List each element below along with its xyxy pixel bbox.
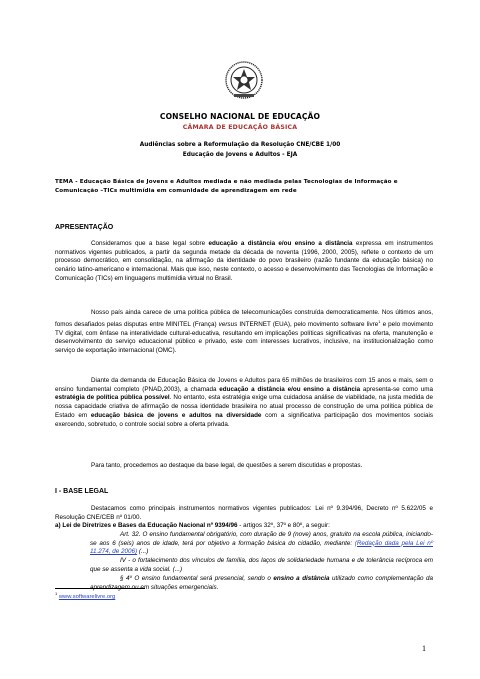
footnote: $^1$ www.softwarelivre.org bbox=[55, 591, 116, 600]
quote-paragraph-4: § 4º O ensino fundamental será presencial, sendo o ensino a distância utilizado como complementação da aprendizagem ou em situações emergenciais. bbox=[90, 575, 433, 591]
paragraph-1: Consideramos que a base legal sobre educação a distância e/ou ensino a distância expressa em instrumentos normativos vigentes publicados, a partir da segunda metade da década de noventa (1996, 2000, 2005), reflete o contexto de um processo democrático, em consolidação, na afirmação da identidade do povo brasileiro (razão fundante da educação básica) no cenário latino-americano e internacional. Mais que isso, neste contexto, o acesso e desenvolvimento das Tecnologias de Informação e Comunicação (TICs) em linguagens multimídia virtual no Brasil. bbox=[55, 240, 433, 282]
footnote-link[interactable]: www.softwarelivre.org bbox=[58, 593, 116, 600]
paragraph-4: Para tanto, procedemos ao destaque da base legal, de questões a serem discutidas e propostas. bbox=[91, 462, 363, 469]
paragraph-3: Diante da demanda de Educação Básica de Jovens e Adultos para 65 milhões de brasileiros com 15 anos e mais, sem o ensino fundamental completo (PNAD,2003), a chamada educação a distância e/ou ensino a distância apresenta-se como uma estratégia de política pública possível. No entanto, esta estratégia exige uma cuidadosa análise de viabilidade, na justa medida de nossa capacidade criativa de afirmação de nossa identidade brasileira no atual processo de construção de uma política pública de Estado em educação básica de jovens e adultos na diversidade com a significativa participação dos movimentos sociais exercendo, sobretudo, o controle social sobre a oferta privada. bbox=[55, 377, 434, 428]
law-reference-link[interactable]: (Redação dada pela Lei nº 11.274, de 2006) bbox=[90, 539, 434, 556]
chamber-title: CÂMARA DE EDUCAÇÃO BÁSICA bbox=[182, 124, 298, 131]
section-heading-base-legal: I - BASE LEGAL bbox=[55, 488, 109, 495]
paragraph-2: Nosso país ainda carece de uma política pública de telecomunicações construída democraticamente. Nos últimos anos, fomos desafiados pelas disputas entre MINITEL (França) versus INTERNET (EUA), pelo movimento software livre$^1$ e pelo movimento TV digital, com ênfase na interatividade cultural-educativa, resultando em implicações políticas significativas na oferta, manutenção e desenvolvimento do serviço educacional público e privado, este com interesses lucrativos, inclusive, na institucionalização como serviço de exportação internacional (OMC). bbox=[55, 309, 434, 354]
topic-title: Educação de Jovens e Adultos - EJA bbox=[182, 152, 298, 158]
ldb-heading: a) Lei de Diretrizes e Bases da Educação Nacional nº 9394/96 - artigos 32º, 37º e 80º, a seguir: bbox=[55, 522, 330, 529]
quote-item-iv: IV - o fortalecimento dos vínculos de família, dos laços de solidariedade humana e de tolerância recíproca em que se assenta a vida social. (...) bbox=[90, 557, 433, 573]
footnote-divider bbox=[55, 588, 145, 589]
tema-text: TEMA - Educação Básica de Jovens e Adultos mediada e não mediada pelas Tecnologias de Informação e Comunicação –TICs multimídia em comunidade de aprendizagem em rede bbox=[55, 179, 398, 194]
page-number: 1 bbox=[422, 644, 426, 653]
quote-art-32: Art. 32. O ensino fundamental obrigatório, com duração de 9 (nove) anos, gratuito na escola pública, iniciando-se aos 6 (seis) anos de idade, terá por objetivo a formação básica do cidadão, mediante: (Redação dada pela Lei nº 11.274, de 2006) (...) bbox=[90, 531, 434, 556]
hearing-title: Audiências sobre a Reformulação da Resolução CNE/CBE 1/00 bbox=[139, 142, 341, 148]
section-heading-apresentacao: APRESENTAÇÃO bbox=[55, 224, 114, 231]
org-title: CONSELHO NACIONAL DE EDUCAÇÃO bbox=[159, 112, 321, 121]
republic-seal-icon bbox=[224, 60, 264, 100]
paragraph-5: Destacamos como principais instrumentos normativos vigentes publicados: Lei nº 9.394/96, Decreto nº 5.622/05 e Resolução CNE/CEB nº 01/00. bbox=[55, 505, 433, 521]
